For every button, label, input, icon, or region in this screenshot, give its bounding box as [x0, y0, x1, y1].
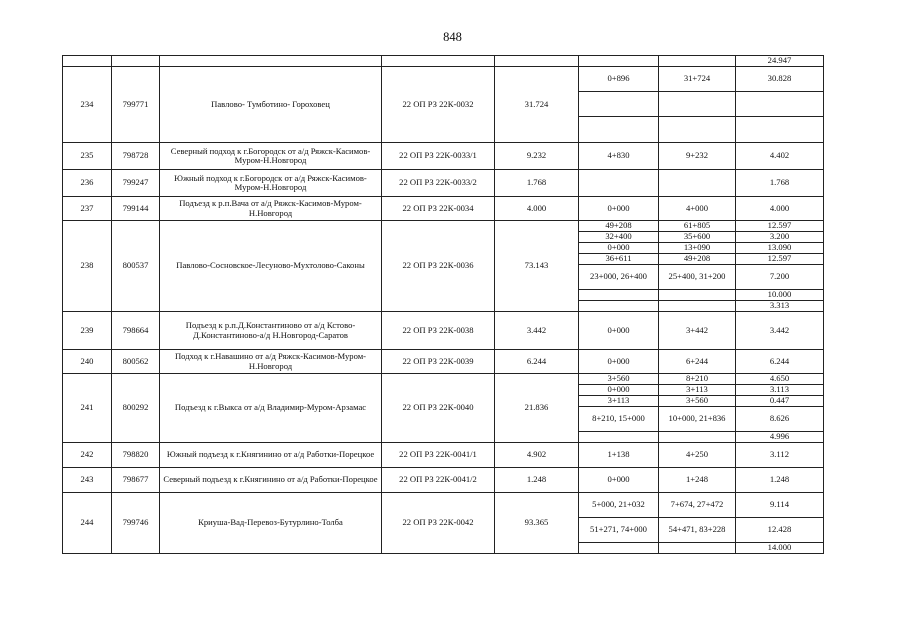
segment-end: 4+250 — [659, 443, 736, 468]
segment-start: 0+896 — [579, 67, 659, 92]
road-id: 800562 — [112, 350, 160, 374]
road-code: 22 ОП РЗ 22К-0041/2 — [382, 468, 495, 493]
empty-cell — [63, 56, 112, 67]
road-id: 799247 — [112, 170, 160, 197]
table-row — [63, 374, 824, 385]
segment-length: 0.447 — [736, 396, 824, 407]
road-code: 22 ОП РЗ 22К-0033/1 — [382, 143, 495, 170]
table-row — [63, 468, 824, 493]
segment-start — [579, 170, 659, 197]
segment-length — [736, 92, 824, 117]
road-code: 22 ОП РЗ 22К-0038 — [382, 312, 495, 350]
road-id: 798820 — [112, 443, 160, 468]
road-length: 4.000 — [495, 197, 579, 221]
segment-start: 51+271, 74+000 — [579, 518, 659, 543]
segment-end: 10+000, 21+836 — [659, 407, 736, 432]
segment-end: 49+208 — [659, 254, 736, 265]
row-number: 242 — [63, 443, 112, 468]
segment-start: 5+000, 21+032 — [579, 493, 659, 518]
segment-length: 4.650 — [736, 374, 824, 385]
segment-length: 6.244 — [736, 350, 824, 374]
row-number: 235 — [63, 143, 112, 170]
table-row — [63, 443, 824, 468]
segment-start: 0+000 — [579, 197, 659, 221]
empty-cell — [382, 56, 495, 67]
row-number: 234 — [63, 67, 112, 143]
segment-length: 1.768 — [736, 170, 824, 197]
road-code: 22 ОП РЗ 22К-0041/1 — [382, 443, 495, 468]
segment-length: 8.626 — [736, 407, 824, 432]
segment-end — [659, 301, 736, 312]
road-code: 22 ОП РЗ 22К-0033/2 — [382, 170, 495, 197]
segment-start: 23+000, 26+400 — [579, 265, 659, 290]
segment-start — [579, 301, 659, 312]
road-name: Южный подъезд к г.Княгинино от а/д Работки-Порецкое — [160, 443, 382, 468]
road-length: 93.365 — [495, 493, 579, 554]
segment-end: 8+210 — [659, 374, 736, 385]
segment-start: 1+138 — [579, 443, 659, 468]
segment-length: 4.996 — [736, 432, 824, 443]
carryover-value: 24.947 — [736, 56, 824, 67]
row-number: 243 — [63, 468, 112, 493]
road-code: 22 ОП РЗ 22К-0036 — [382, 221, 495, 312]
road-code: 22 ОП РЗ 22К-0042 — [382, 493, 495, 554]
road-name: Павлово-Сосновское-Лесуново-Мухтолово-Саконы — [160, 221, 382, 312]
segment-length: 4.000 — [736, 197, 824, 221]
segment-start: 0+000 — [579, 385, 659, 396]
road-code: 22 ОП РЗ 22К-0039 — [382, 350, 495, 374]
segment-end: 3+442 — [659, 312, 736, 350]
segment-start: 0+000 — [579, 312, 659, 350]
road-code: 22 ОП РЗ 22К-0040 — [382, 374, 495, 443]
table-row — [63, 221, 824, 232]
segment-length: 9.114 — [736, 493, 824, 518]
row-number: 236 — [63, 170, 112, 197]
table-row — [63, 350, 824, 374]
segment-end: 31+724 — [659, 67, 736, 92]
segment-start: 0+000 — [579, 350, 659, 374]
road-name: Павлово- Тумботино- Гороховец — [160, 67, 382, 143]
segment-length: 3.313 — [736, 301, 824, 312]
segment-end — [659, 432, 736, 443]
segment-end — [659, 170, 736, 197]
segment-length: 3.442 — [736, 312, 824, 350]
row-number: 240 — [63, 350, 112, 374]
table-row — [63, 312, 824, 350]
road-code: 22 ОП РЗ 22К-0034 — [382, 197, 495, 221]
segment-length: 12.428 — [736, 518, 824, 543]
row-number: 238 — [63, 221, 112, 312]
segment-length — [736, 117, 824, 143]
road-length: 1.768 — [495, 170, 579, 197]
table-row — [63, 143, 824, 170]
road-name: Подъезд к р.п.Вача от а/д Ряжск-Касимов-Муром-Н.Новгород — [160, 197, 382, 221]
road-id: 799746 — [112, 493, 160, 554]
segment-length: 1.248 — [736, 468, 824, 493]
segment-length: 4.402 — [736, 143, 824, 170]
road-id: 799771 — [112, 67, 160, 143]
road-id: 800292 — [112, 374, 160, 443]
road-id: 798677 — [112, 468, 160, 493]
segment-end — [659, 543, 736, 554]
segment-start: 3+560 — [579, 374, 659, 385]
table-row — [63, 493, 824, 518]
segment-start — [579, 290, 659, 301]
segment-length: 3.200 — [736, 232, 824, 243]
road-length: 73.143 — [495, 221, 579, 312]
segment-start — [579, 543, 659, 554]
road-id: 800537 — [112, 221, 160, 312]
road-name: Южный подход к г.Богородск от а/д Ряжск-Касимов-Муром-Н.Новгород — [160, 170, 382, 197]
empty-cell — [579, 56, 659, 67]
road-id: 798728 — [112, 143, 160, 170]
carryover-row — [63, 56, 824, 67]
segment-end: 61+805 — [659, 221, 736, 232]
segment-length: 3.112 — [736, 443, 824, 468]
road-id: 798664 — [112, 312, 160, 350]
road-length: 21.836 — [495, 374, 579, 443]
segment-start: 36+611 — [579, 254, 659, 265]
segment-start — [579, 117, 659, 143]
segment-end: 25+400, 31+200 — [659, 265, 736, 290]
table-row — [63, 197, 824, 221]
segment-end — [659, 117, 736, 143]
row-number: 237 — [63, 197, 112, 221]
road-name: Подъезд к р.п.Д.Константиново от а/д Кстово-Д.Константиново-а/д Н.Новгород-Саратов — [160, 312, 382, 350]
segment-start: 4+830 — [579, 143, 659, 170]
road-name: Криуша-Вад-Перевоз-Бутурлино-Толба — [160, 493, 382, 554]
segment-end: 54+471, 83+228 — [659, 518, 736, 543]
road-name: Подъезд к г.Выкса от а/д Владимир-Муром-Арзамас — [160, 374, 382, 443]
roads-table — [62, 55, 824, 554]
segment-end: 3+113 — [659, 385, 736, 396]
segment-start: 49+208 — [579, 221, 659, 232]
segment-end: 1+248 — [659, 468, 736, 493]
segment-end — [659, 92, 736, 117]
road-length: 31.724 — [495, 67, 579, 143]
segment-end: 35+600 — [659, 232, 736, 243]
page-number: 848 — [443, 30, 462, 44]
road-name: Северный подъезд к г.Княгинино от а/д Работки-Порецкое — [160, 468, 382, 493]
road-length: 6.244 — [495, 350, 579, 374]
road-length: 4.902 — [495, 443, 579, 468]
segment-start — [579, 92, 659, 117]
road-code: 22 ОП РЗ 22К-0032 — [382, 67, 495, 143]
segment-length: 10.000 — [736, 290, 824, 301]
segment-end: 7+674, 27+472 — [659, 493, 736, 518]
segment-length: 13.090 — [736, 243, 824, 254]
road-length: 9.232 — [495, 143, 579, 170]
road-length: 1.248 — [495, 468, 579, 493]
empty-cell — [659, 56, 736, 67]
segment-start: 3+113 — [579, 396, 659, 407]
segment-length: 14.000 — [736, 543, 824, 554]
segment-end: 4+000 — [659, 197, 736, 221]
segment-start — [579, 432, 659, 443]
segment-length: 12.597 — [736, 221, 824, 232]
segment-length: 12.597 — [736, 254, 824, 265]
segment-start: 32+400 — [579, 232, 659, 243]
row-number: 244 — [63, 493, 112, 554]
table-row — [63, 170, 824, 197]
road-id: 799144 — [112, 197, 160, 221]
segment-end: 6+244 — [659, 350, 736, 374]
road-name: Подход к г.Навашино от а/д Ряжск-Касимов-Муром-Н.Новгород — [160, 350, 382, 374]
road-name: Северный подход к г.Богородск от а/д Ряжск-Касимов-Муром-Н.Новгород — [160, 143, 382, 170]
segment-end: 3+560 — [659, 396, 736, 407]
empty-cell — [112, 56, 160, 67]
row-number: 241 — [63, 374, 112, 443]
segment-length: 7.200 — [736, 265, 824, 290]
empty-cell — [495, 56, 579, 67]
segment-end — [659, 290, 736, 301]
segment-length: 30.828 — [736, 67, 824, 92]
segment-end: 9+232 — [659, 143, 736, 170]
segment-end: 13+090 — [659, 243, 736, 254]
row-number: 239 — [63, 312, 112, 350]
table-row — [63, 67, 824, 92]
segment-length: 3.113 — [736, 385, 824, 396]
segment-start: 0+000 — [579, 468, 659, 493]
segment-start: 8+210, 15+000 — [579, 407, 659, 432]
segment-start: 0+000 — [579, 243, 659, 254]
empty-cell — [160, 56, 382, 67]
road-length: 3.442 — [495, 312, 579, 350]
